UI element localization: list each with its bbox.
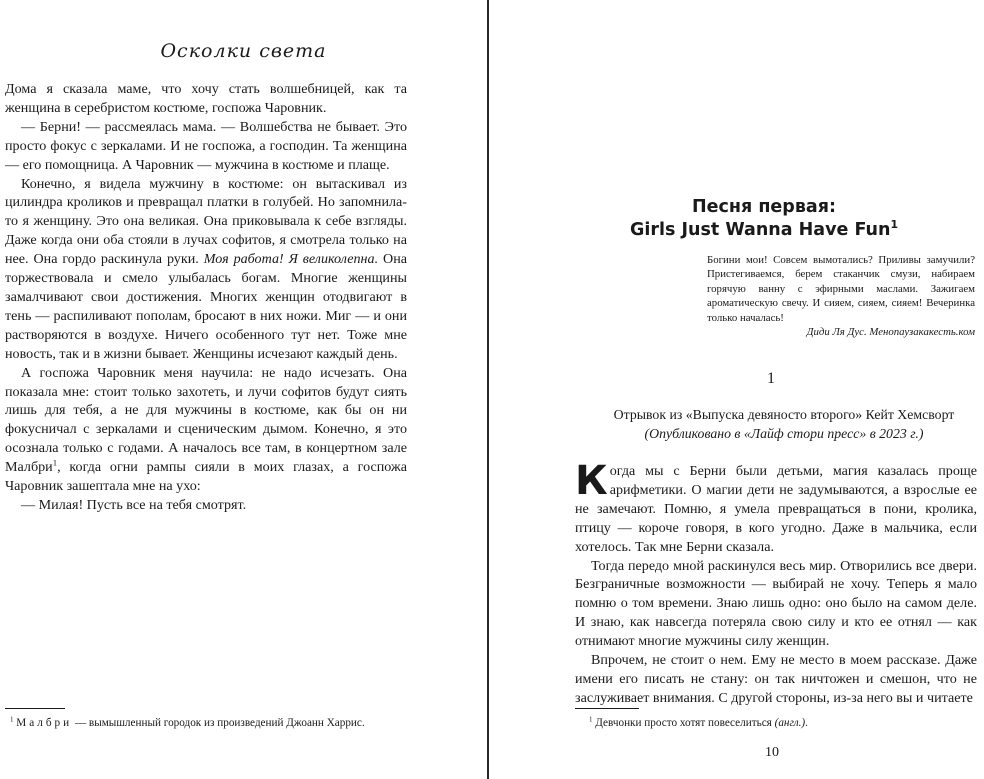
paragraph: Тогда передо мной раскинулся весь мир. Отворились все двери. Безграничные возможности — выбирай не хочу. Теперь я мало помню о том времени. Знаю лишь одно: оно было на самом деле. И знаю, как навсегда потеряла свою силу и кто ее отнял — как отнимают многие мужчины силу женщин. (575, 557, 977, 650)
drop-cap: К (575, 458, 608, 504)
page-number: 10 (765, 745, 779, 760)
left-body-text (5, 80, 407, 515)
running-head: Осколки света (160, 40, 327, 62)
epigraph: Богини мои! Совсем вымотались? Приливы замучили? Пристегиваемся, берем стаканчик смузи, набираем горячую ванну с эфирными маслами. Зажигаем ароматическую свечу. И сияем, сияем, сияем! Вечеринка только началась! (707, 254, 975, 324)
footnote-rule (575, 708, 639, 709)
paragraph (5, 364, 407, 496)
excerpt-publication: (Опубликовано в «Лайф стори пресс» в 2023 г.) (644, 426, 924, 441)
paragraph (575, 458, 977, 557)
section-number: 1 (767, 370, 775, 387)
left-page (0, 0, 487, 779)
footnote-marker: 1 (10, 715, 14, 724)
footnote-term: Малбри (16, 717, 73, 729)
right-page (489, 0, 984, 779)
footnote-text: — вымышленный городок из произведений Джоанн Харрис. (72, 717, 365, 729)
footnote-reference: 1 (890, 218, 899, 232)
footnote-marker: 1 (589, 715, 593, 724)
footnote (589, 716, 969, 730)
paragraph: — Берни! — рассмеялась мама. — Волшебства не бывает. Это просто фокус с зеркалами. И не госпожа, а господин. Та женщина — его помощница. А Чаровник — мужчина в костюме и плаще. (5, 118, 407, 173)
epigraph-source: Диди Ля Дус. Менопаузакакесть.ком (806, 326, 975, 338)
paragraph-text: А госпожа Чаровник меня научила: не надо исчезать. Она показала мне: стоит только захотеть, и лучи софитов будут сиять лишь для тебя, а не для мужчины в костюме, как бы он ни фокусничал с зеркалами и сценическим дымом. Конечно, я это осознала только с годами. А началось все там, в концертном зале Малбри (5, 364, 407, 476)
footnote-rule (5, 708, 65, 709)
excerpt-line: Отрывок из «Выпуска девяносто второго» Кейт Хемсворт (613, 407, 955, 422)
paragraph: Впрочем, не стоит о нем. Ему не место в моем рассказе. Даже имени его писать не стану: он так ничтожен и смешон, что не заслуживает внимания. С другой стороны, из-за него вы и читаете (575, 652, 977, 706)
footnote-text: Девчонки просто хотят повеселиться (595, 717, 775, 729)
chapter-title-line (594, 219, 934, 242)
right-body-text (575, 458, 977, 708)
paragraph: — Милая! Пусть все на тебя смотрят. (21, 496, 247, 513)
paragraph-text: Она торжествовала и смело улыбалась богам. Многие женщины замалчивают свои достижения. Многих женщин отодвигают в тень — распиливают пополам, бросают в них ножи. Миг — и они растворяются в воздухе. Ничего особенного тут нет. Тоже мне новость, так и в жизни бывает. Женщины исчезают каждый день. (5, 251, 408, 362)
excerpt-heading (589, 405, 979, 443)
footnote-reference: 1 (52, 457, 58, 468)
paragraph-text: огда мы с Берни были детьми, магия казалась проще арифметики. О магии дети не задумываются, а взрослые ее не замечают. Помню, я умела превращаться в пони, кролика, птицу — короче говоря, в кого угодно. Даже в мальчика, если хотелось. Так мне Берни сказала. (575, 463, 977, 555)
footnote (10, 716, 410, 730)
paragraph-text: , когда огни рампы сияли в моих глазах, а госпожа Чаровник зашептала мне на ухо: (5, 459, 407, 495)
paragraph-text: Конечно, я видела мужчину в костюме: он вытаскивал из цилиндра кроликов и превращал платки в голубей. Но запомнила-то я женщину. Это она великая. Она приковывала к себе взгляды. Даже когда они оба стояли в лучах софитов, я смотрела только на нее. Она гордо раскинула руки. (5, 175, 407, 268)
chapter-subtitle: Girls Just Wanna Have Fun (629, 220, 891, 240)
paragraph (5, 175, 407, 364)
chapter-title-line: Песня первая: (692, 197, 836, 217)
chapter-title (594, 196, 934, 242)
paragraph: Дома я сказала маме, что хочу стать волшебницей, как та женщина в серебристом костюме, госпожа Чаровник. (5, 81, 407, 116)
footnote-language: (англ.) (774, 717, 806, 729)
italic-phrase: Моя работа! Я великолепна. (203, 251, 379, 268)
footnote-end: . (805, 717, 808, 729)
